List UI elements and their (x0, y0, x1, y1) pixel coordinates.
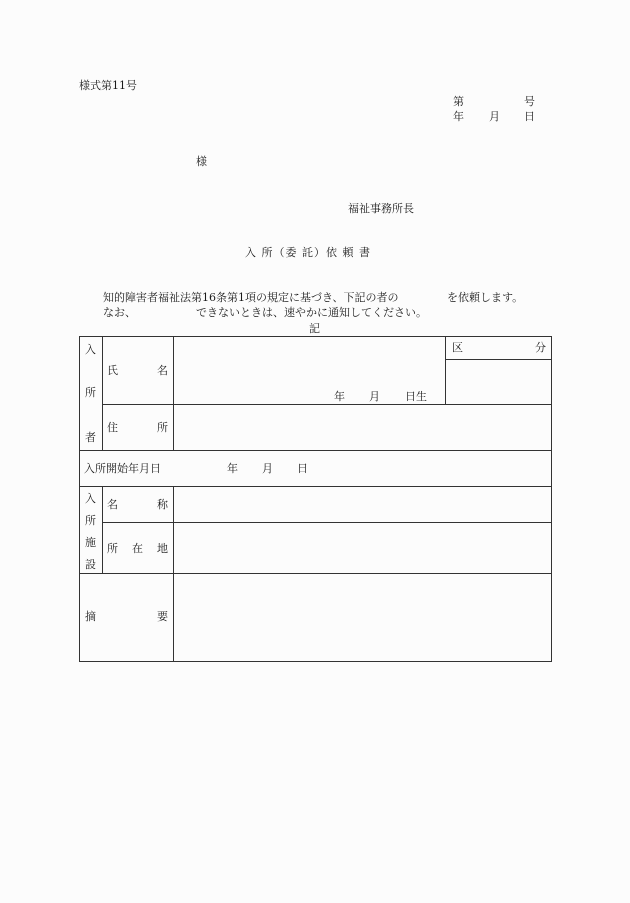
kubun-label-1: 区 (452, 341, 463, 354)
header-dai: 第 (453, 95, 464, 108)
facility-char-1: 入 (85, 492, 96, 505)
birth-month: 月 (369, 390, 380, 403)
facility-name-label-2: 称 (157, 498, 168, 511)
start-month: 月 (262, 462, 273, 475)
addressee-sama: 様 (196, 155, 207, 168)
address-label-1: 住 (107, 421, 118, 434)
kubun-label-2: 分 (535, 341, 546, 354)
header-day: 日 (524, 110, 535, 123)
nyusho-char-2: 所 (85, 386, 96, 399)
facility-char-3: 施 (85, 536, 96, 549)
summary-label-2: 要 (157, 610, 168, 623)
facility-char-2: 所 (85, 514, 96, 527)
name-label-2: 名 (157, 364, 168, 377)
facility-location-label-2: 在 (132, 542, 143, 555)
header-go: 号 (524, 95, 535, 108)
summary-label-1: 摘 (85, 610, 96, 623)
body-line2-a: なお、 (103, 306, 136, 319)
birth-day: 日生 (405, 390, 427, 403)
birth-year: 年 (334, 390, 345, 403)
nyusho-char-3: 者 (85, 431, 96, 444)
start-date-label: 入所開始年月日 (84, 462, 161, 475)
header-year: 年 (453, 110, 464, 123)
start-day: 日 (297, 462, 308, 475)
facility-location-label-1: 所 (107, 542, 118, 555)
form-number: 様式第11号 (79, 79, 137, 92)
ki-label: 記 (309, 322, 320, 335)
document-title: 入 所（委 託）依 頼 書 (245, 246, 371, 259)
facility-name-label-1: 名 (107, 498, 118, 511)
start-year: 年 (227, 462, 238, 475)
facility-char-4: 設 (85, 558, 96, 571)
sender: 福祉事務所長 (348, 202, 414, 215)
body-line1-b: を依頼します。 (447, 291, 524, 304)
facility-location-label-3: 地 (157, 542, 168, 555)
body-line1-a: 知的障害者福祉法第16条第1項の規定に基づき、下記の者の (103, 291, 399, 304)
name-label-1: 氏 (107, 364, 118, 377)
body-line2-b: できないときは、速やかに通知してください。 (196, 306, 427, 319)
header-month: 月 (489, 110, 500, 123)
nyusho-char-1: 入 (85, 343, 96, 356)
address-label-2: 所 (157, 421, 168, 434)
